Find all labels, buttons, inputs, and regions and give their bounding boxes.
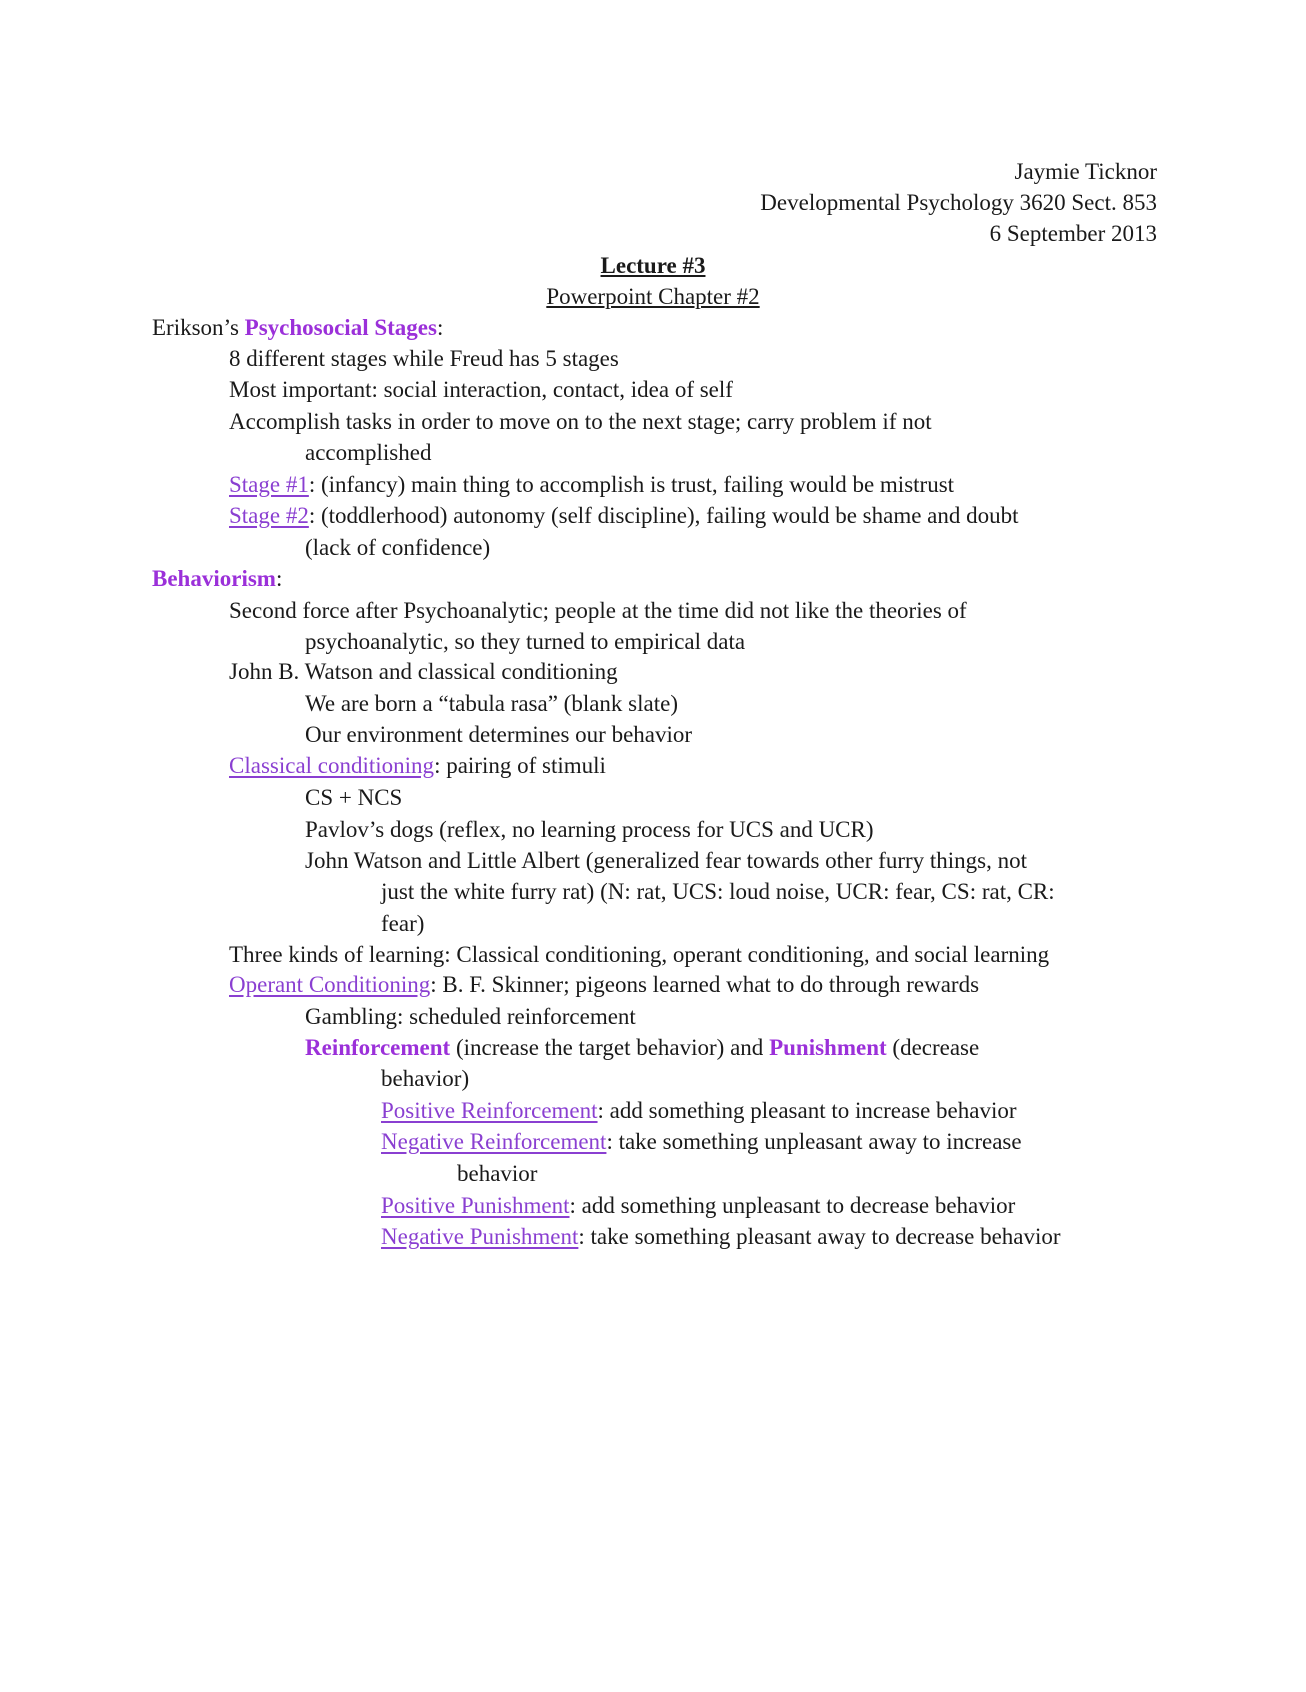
positive-punishment-line <box>381 1191 1015 1221</box>
negative-reinforcement-line <box>381 1127 1022 1157</box>
reinforcement-end: (decrease <box>886 1035 980 1060</box>
erikson-prefix: Erikson’s <box>152 315 245 340</box>
watson-line: John B. Watson and classical conditioning <box>229 659 618 684</box>
erikson-point: Most important: social interaction, contact, idea of self <box>229 377 733 402</box>
positive-punishment-link[interactable]: Positive Punishment <box>381 1193 570 1218</box>
author-name: Jaymie Ticknor <box>1014 159 1157 184</box>
positive-punishment-text: : add something unpleasant to decrease behavior <box>569 1193 1016 1218</box>
operant-conditioning-line <box>229 970 979 1000</box>
negative-reinforcement-link[interactable]: Negative Reinforcement <box>381 1129 607 1154</box>
classical-conditioning-link[interactable]: Classical conditioning <box>229 753 435 778</box>
reinforcement-punishment-continued: behavior) <box>381 1066 470 1091</box>
stage-1-text: : (infancy) main thing to accomplish is trust, failing would be mistrust <box>308 472 955 497</box>
psychosocial-stages-term: Psychosocial Stages <box>244 315 437 340</box>
positive-reinforcement-line <box>381 1096 1017 1126</box>
erikson-point: Accomplish tasks in order to move on to the next stage; carry problem if not <box>229 409 932 434</box>
classical-point: CS + NCS <box>305 785 403 810</box>
erikson-point: 8 different stages while Freud has 5 stages <box>229 346 619 371</box>
positive-reinforcement-link[interactable]: Positive Reinforcement <box>381 1098 598 1123</box>
watson-point: We are born a “tabula rasa” (blank slate) <box>305 691 678 716</box>
second-force-continued: psychoanalytic, so they turned to empirical data <box>305 629 746 654</box>
gambling-line: Gambling: scheduled reinforcement <box>305 1004 636 1029</box>
course-name: Developmental Psychology 3620 Sect. 853 <box>760 190 1157 215</box>
classical-point-continued: fear) <box>381 911 425 936</box>
reinforcement-term: Reinforcement <box>305 1035 451 1060</box>
behaviorism-suffix: : <box>275 566 283 591</box>
classical-point-continued: just the white furry rat) (N: rat, UCS: loud noise, UCR: fear, CS: rat, CR: <box>381 879 1055 904</box>
negative-punishment-text: : take something pleasant away to decrease behavior <box>578 1224 1061 1249</box>
stage-2-continued: (lack of confidence) <box>305 535 491 560</box>
erikson-point-continued: accomplished <box>305 440 432 465</box>
negative-reinforcement-continued: behavior <box>457 1161 538 1186</box>
lecture-title: Lecture #3 <box>600 253 706 278</box>
reinforcement-punishment-line <box>305 1033 979 1063</box>
erikson-heading <box>152 313 443 343</box>
classical-conditioning-line <box>229 751 606 781</box>
stage-2-link[interactable]: Stage #2 <box>229 503 309 528</box>
reinforcement-mid: (increase the target behavior) and <box>450 1035 770 1060</box>
erikson-suffix: : <box>436 315 444 340</box>
behaviorism-heading <box>152 564 282 594</box>
negative-reinforcement-text: : take something unpleasant away to increase <box>606 1129 1022 1154</box>
behaviorism-term: Behaviorism <box>152 566 276 591</box>
second-force-line: Second force after Psychoanalytic; people at the time did not like the theories of <box>229 598 967 623</box>
stage-1-line <box>229 470 954 500</box>
punishment-term: Punishment <box>769 1035 887 1060</box>
operant-conditioning-text: : B. F. Skinner; pigeons learned what to do through rewards <box>430 972 980 997</box>
classical-point: Pavlov’s dogs (reflex, no learning process for UCS and UCR) <box>305 817 874 842</box>
document-date: 6 September 2013 <box>989 221 1157 246</box>
watson-point: Our environment determines our behavior <box>305 722 693 747</box>
classical-point: John Watson and Little Albert (generalized fear towards other furry things, not <box>305 848 1028 873</box>
operant-conditioning-link[interactable]: Operant Conditioning <box>229 972 431 997</box>
negative-punishment-link[interactable]: Negative Punishment <box>381 1224 579 1249</box>
positive-reinforcement-text: : add something pleasant to increase behavior <box>597 1098 1017 1123</box>
classical-conditioning-text: : pairing of stimuli <box>434 753 606 778</box>
stage-2-text: : (toddlerhood) autonomy (self discipline), failing would be shame and doubt <box>308 503 1019 528</box>
stage-1-link[interactable]: Stage #1 <box>229 472 309 497</box>
negative-punishment-line <box>381 1222 1061 1252</box>
lecture-subtitle: Powerpoint Chapter #2 <box>546 284 760 309</box>
stage-2-line <box>229 501 1019 531</box>
three-kinds-line: Three kinds of learning: Classical conditioning, operant conditioning, and social learning <box>229 942 1050 967</box>
